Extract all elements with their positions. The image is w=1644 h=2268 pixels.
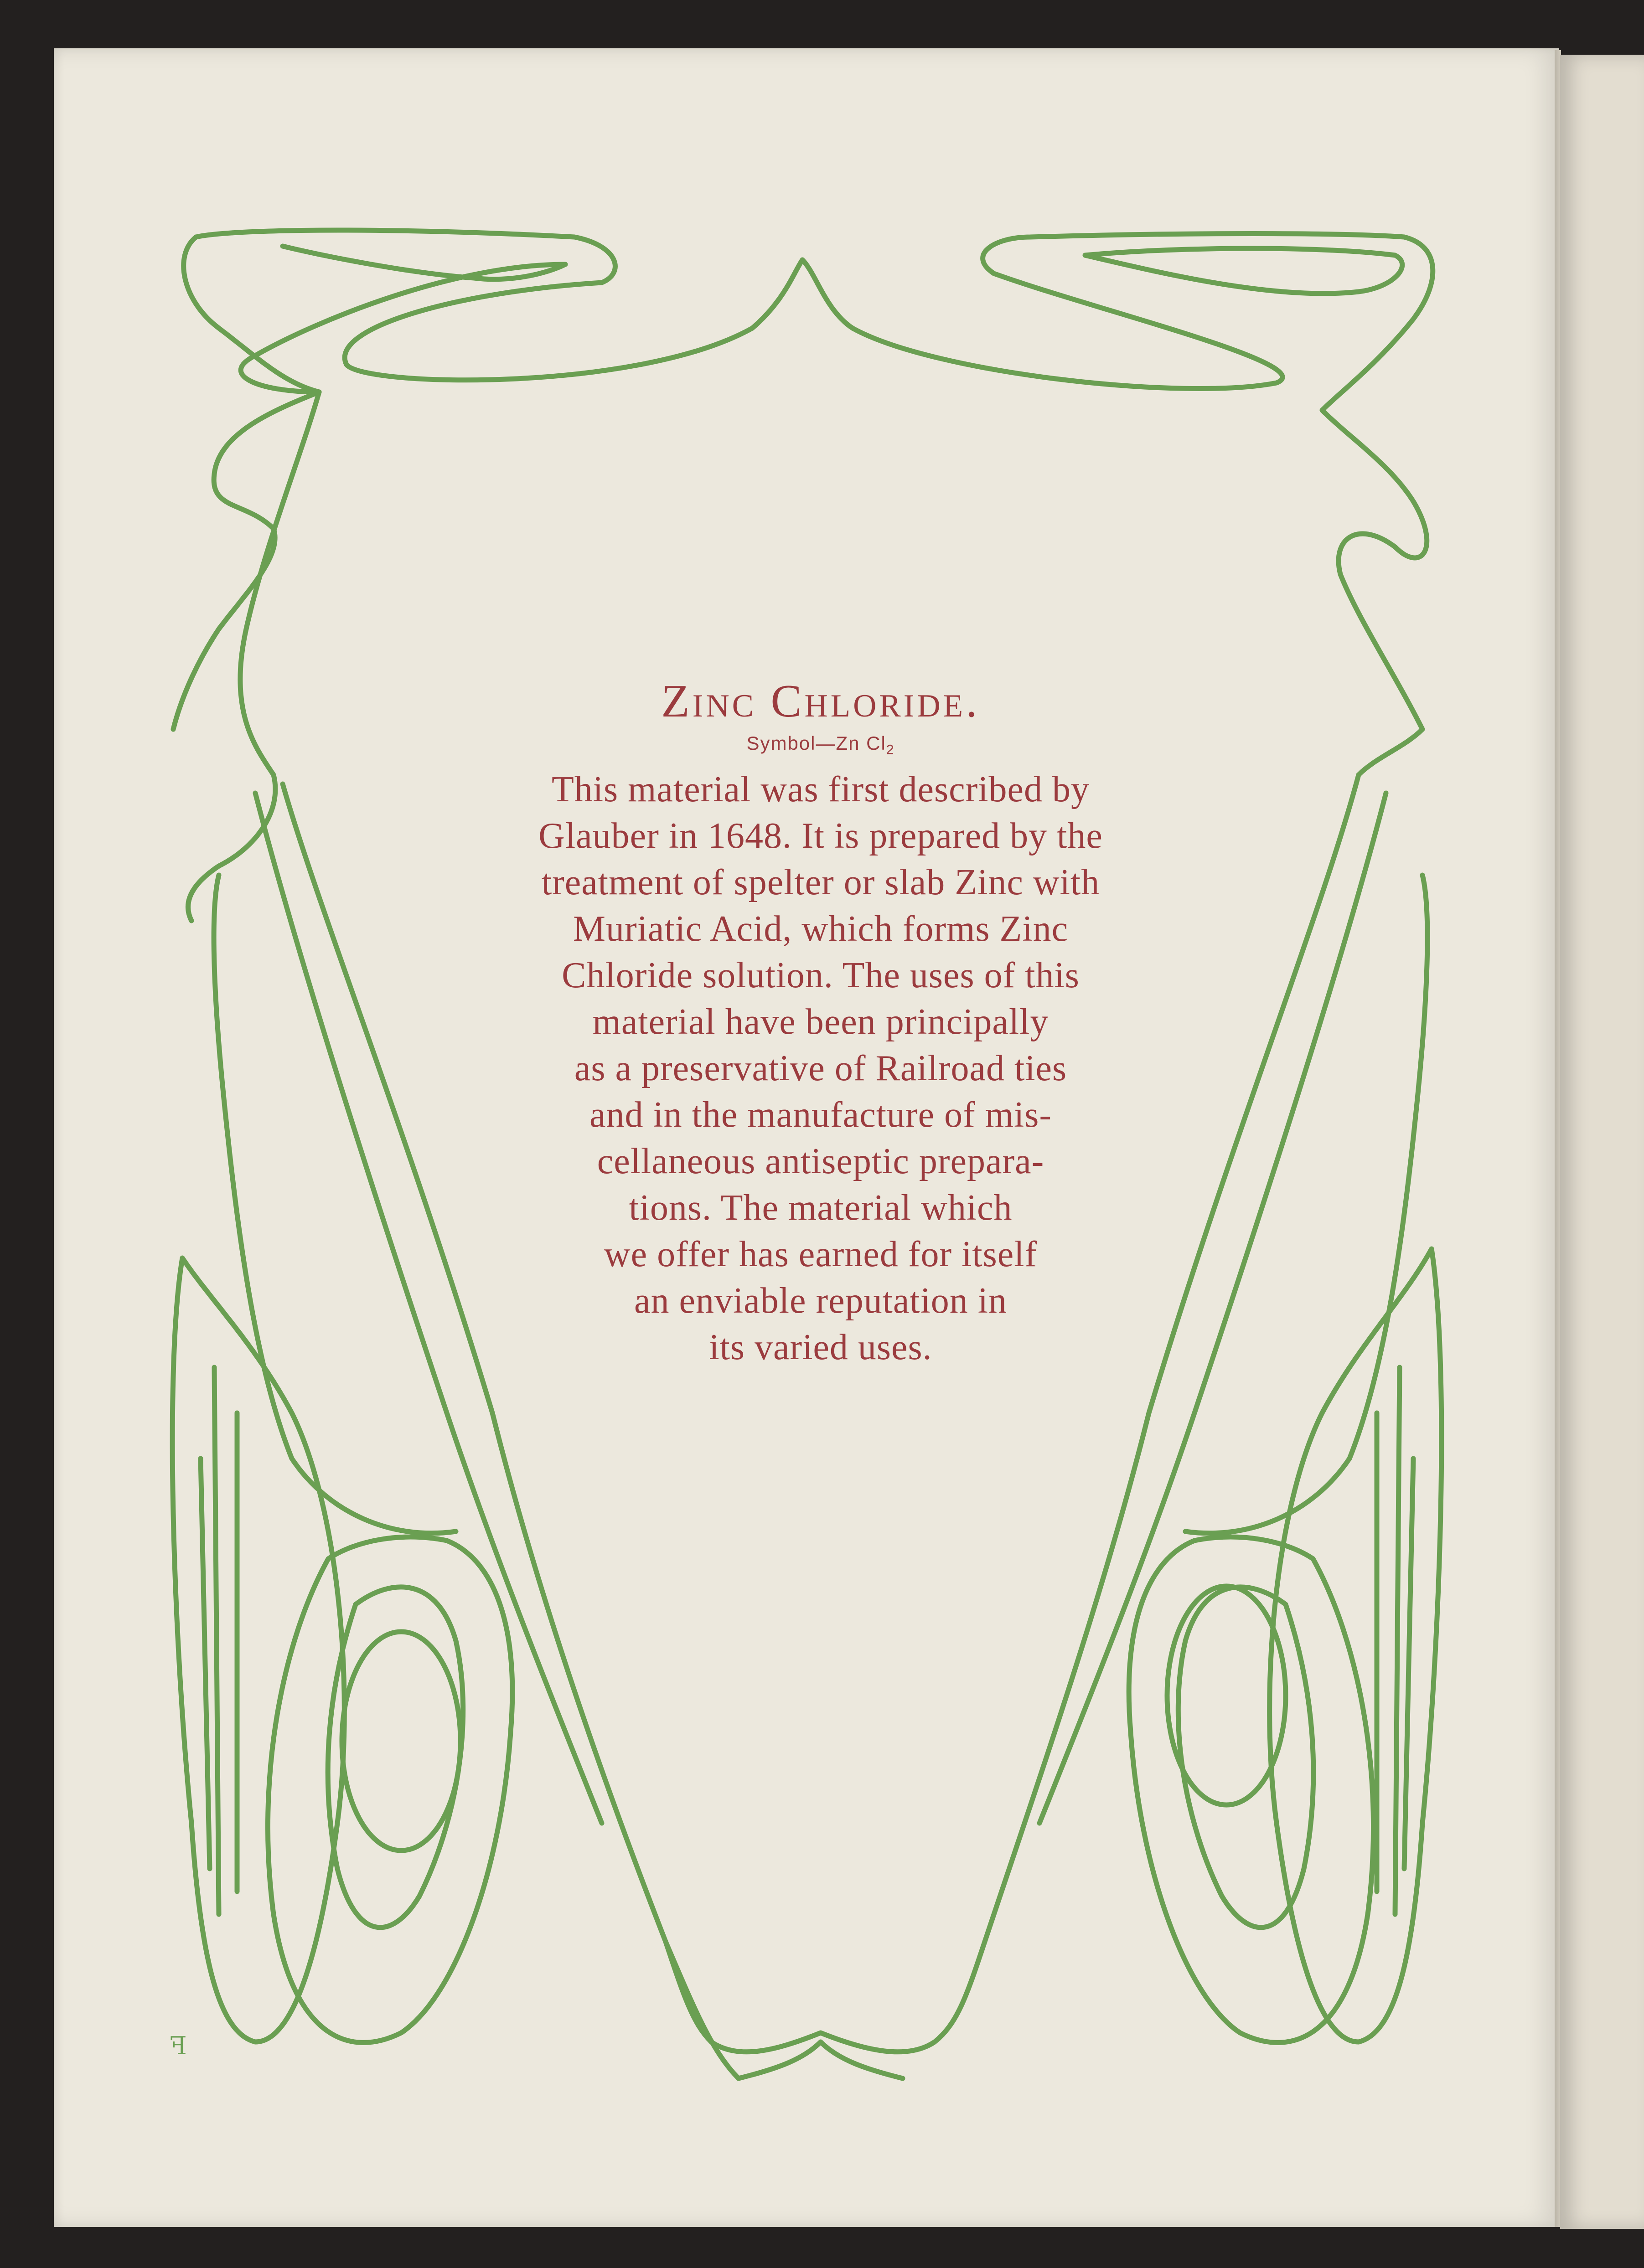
body-line: we offer has earned for itself [604, 1234, 1038, 1274]
body-line: material have been principally [592, 1001, 1049, 1042]
text-block [410, 675, 1231, 1371]
body-line: Chloride solution. The uses of this [562, 955, 1080, 995]
body-line: an enviable reputation in [634, 1280, 1008, 1321]
chemical-symbol [410, 732, 1231, 758]
body-line: Glauber in 1648. It is prepared by the [538, 815, 1103, 856]
body-line: treatment of spelter or slab Zinc with [541, 862, 1100, 902]
body-line: cellaneous antiseptic prepara- [597, 1141, 1044, 1181]
body-line: as a preservative of Railroad ties [574, 1048, 1067, 1088]
body-line: its varied uses. [709, 1327, 932, 1367]
artist-monogram: ꟻ [170, 2031, 187, 2060]
body-line: This material was first described by [551, 769, 1090, 809]
body-line: tions. The material which [629, 1187, 1013, 1228]
body-line: and in the manufacture of mis- [589, 1094, 1052, 1135]
symbol-prefix: Symbol—Zn Cl [746, 732, 886, 754]
body-paragraph [410, 766, 1231, 1371]
page-title: Zinc Chloride. [661, 675, 980, 727]
body-line: Muriatic Acid, which forms Zinc [573, 908, 1069, 949]
symbol-subscript: 2 [886, 742, 895, 758]
